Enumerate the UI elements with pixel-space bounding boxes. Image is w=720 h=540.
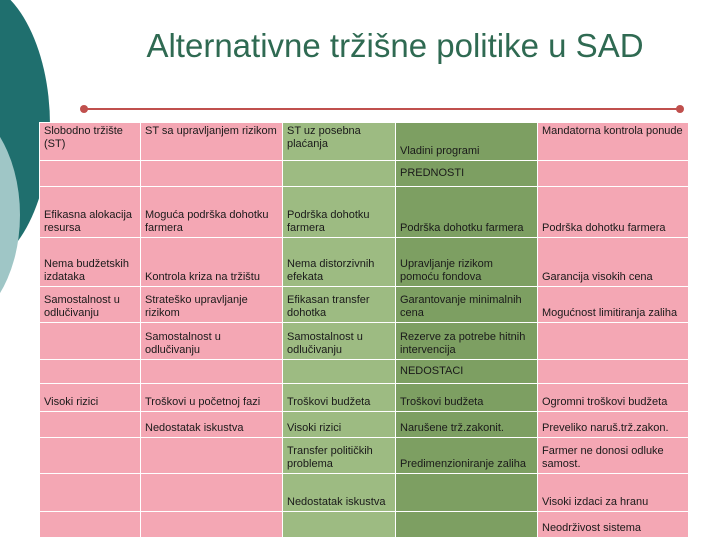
table-cell: Efikasna alokacija resursa: [40, 187, 141, 238]
table-cell: [40, 512, 141, 538]
empty-cell: [538, 360, 689, 384]
table-cell: Garancija visokih cena: [538, 238, 689, 287]
table-cell: Samostalnost u odlučivanju: [141, 323, 283, 360]
table-cell: [396, 474, 538, 512]
table-row: [40, 187, 689, 238]
table-cell: Upravljanje rizikom pomoću fondova: [396, 238, 538, 287]
table-cell: Visoki izdaci za hranu: [538, 474, 689, 512]
band-row-nedostaci: [40, 360, 689, 384]
table-cell: Narušene trž.zakonit.: [396, 412, 538, 438]
table-cell: Farmer ne donosi odluke samost.: [538, 438, 689, 474]
empty-cell: [283, 360, 396, 384]
table-cell: Visoki rizici: [283, 412, 396, 438]
empty-cell: [40, 161, 141, 187]
empty-cell: [141, 360, 283, 384]
header-cell: Mandatorna kontrola ponude: [538, 123, 689, 161]
table-cell: Moguća podrška dohotku farmera: [141, 187, 283, 238]
title-divider: [82, 108, 682, 110]
table-cell: Mogućnost limitiranja zaliha: [538, 287, 689, 323]
table-cell: [40, 438, 141, 474]
table-row: [40, 438, 689, 474]
table-cell: Kontrola kriza na tržištu: [141, 238, 283, 287]
empty-cell: [283, 161, 396, 187]
section-label-prednosti: PREDNOSTI: [396, 161, 538, 187]
table-cell: Rezerve za potrebe hitnih intervencija: [396, 323, 538, 360]
table-cell: [141, 474, 283, 512]
empty-cell: [538, 161, 689, 187]
table-cell: Strateško upravljanje rizikom: [141, 287, 283, 323]
table-cell: [396, 512, 538, 538]
table-row: [40, 512, 689, 538]
table-cell: [538, 323, 689, 360]
table-cell: Samostalnost u odlučivanju: [283, 323, 396, 360]
table-cell: Preveliko naruš.trž.zakon.: [538, 412, 689, 438]
table-cell: [283, 512, 396, 538]
table-cell: Nedostatak iskustva: [283, 474, 396, 512]
table-cell: Nedostatak iskustva: [141, 412, 283, 438]
table-row: [40, 323, 689, 360]
table-cell: Ogromni troškovi budžeta: [538, 384, 689, 412]
header-cell: ST uz posebna plaćanja: [283, 123, 396, 161]
band-row-prednosti: [40, 161, 689, 187]
table-cell: [141, 438, 283, 474]
table-cell: Troškovi budžeta: [396, 384, 538, 412]
header-cell: ST sa upravljanjem rizikom: [141, 123, 283, 161]
table-row: [40, 287, 689, 323]
table-row: [40, 384, 689, 412]
table-cell: Garantovanje minimalnih cena: [396, 287, 538, 323]
table-cell: Podrška dohotku farmera: [396, 187, 538, 238]
table-cell: Neodrživost sistema: [538, 512, 689, 538]
header-cell: Slobodno tržište (ST): [40, 123, 141, 161]
table-cell: Podrška dohotku farmera: [283, 187, 396, 238]
table-cell: [40, 412, 141, 438]
table-cell: Podrška dohotku farmera: [538, 187, 689, 238]
slide-title: Alternativne tržišne politike u SAD: [146, 27, 644, 64]
table-cell: [141, 512, 283, 538]
table-header-row: [40, 123, 689, 161]
empty-cell: [141, 161, 283, 187]
table-cell: Troškovi budžeta: [283, 384, 396, 412]
table-cell: [40, 474, 141, 512]
policy-table: [39, 122, 689, 538]
table-cell: Visoki rizici: [40, 384, 141, 412]
table-cell: Efikasan transfer dohotka: [283, 287, 396, 323]
table-cell: Transfer političkih problema: [283, 438, 396, 474]
section-label-nedostaci: NEDOSTACI: [396, 360, 538, 384]
table-row: [40, 412, 689, 438]
table-cell: Nema budžetskih izdataka: [40, 238, 141, 287]
header-cell: Vladini programi: [396, 123, 538, 161]
table-row: [40, 238, 689, 287]
table-cell: Nema distorzivnih efekata: [283, 238, 396, 287]
table-row: [40, 474, 689, 512]
table-cell: Troškovi u početnoj fazi: [141, 384, 283, 412]
table-cell: [40, 323, 141, 360]
table-cell: Samostalnost u odlučivanju: [40, 287, 141, 323]
table-cell: Predimenzioniranje zaliha: [396, 438, 538, 474]
empty-cell: [40, 360, 141, 384]
